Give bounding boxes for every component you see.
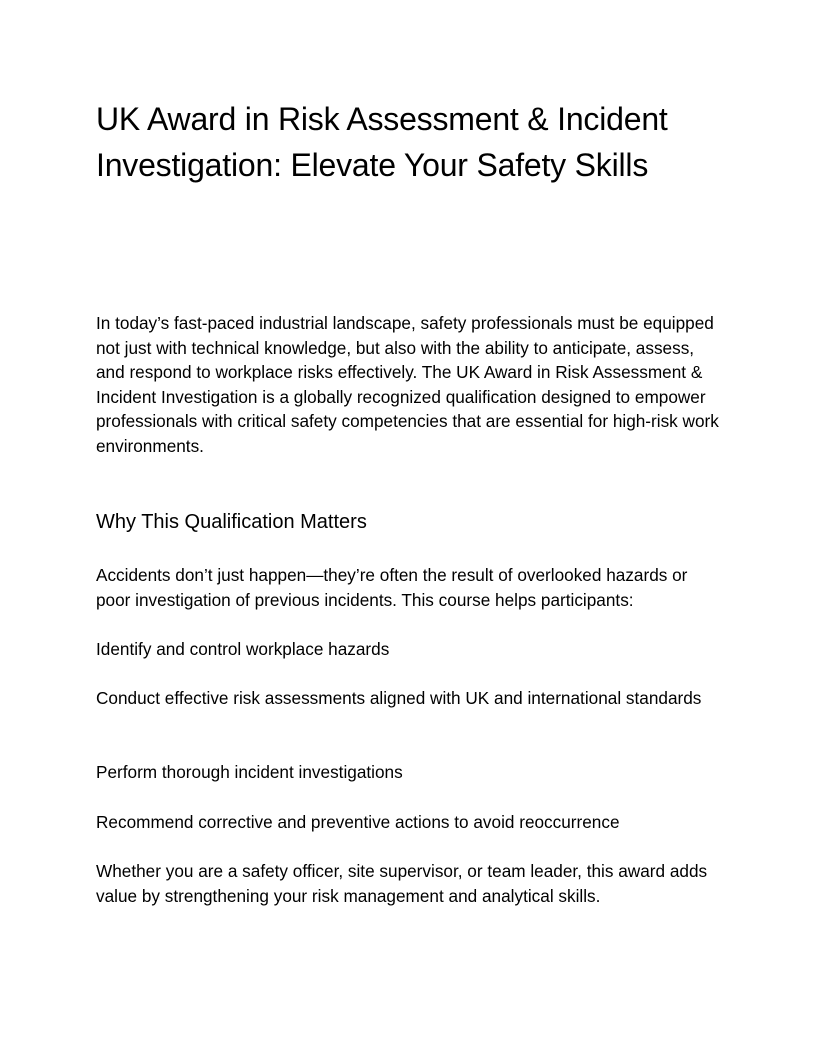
benefit-item: Perform thorough incident investigations bbox=[96, 762, 403, 782]
closing-paragraph: Whether you are a safety officer, site supervisor, or team leader, this award adds value by strengthening your risk management and analytical skills. bbox=[96, 861, 708, 906]
benefit-item: Identify and control workplace hazards bbox=[96, 639, 390, 659]
section-heading: Why This Qualification Matters bbox=[96, 511, 367, 533]
section-intro-paragraph: Accidents don’t just happen—they’re often the result of overlooked hazards or poor investigation of previous incidents. This course helps participants: bbox=[96, 565, 688, 610]
benefit-item: Recommend corrective and preventive actions to avoid reoccurrence bbox=[96, 812, 620, 832]
benefit-item: Conduct effective risk assessments aligned with UK and international standards bbox=[96, 688, 702, 708]
intro-paragraph: In today’s fast-paced industrial landscape, safety professionals must be equipped not just with technical knowledge, but also with the ability to anticipate, assess, and respond to workplace risks effectively. The UK Award in Risk Assessment & Incident Investigation is a globally recognized qualification designed to empower professionals with critical safety competencies that are essential for high-risk work environments. bbox=[96, 313, 719, 456]
document-content bbox=[96, 96, 720, 906]
document-title: UK Award in Risk Assessment & Incident Investigation: Elevate Your Safety Skills bbox=[96, 101, 668, 183]
